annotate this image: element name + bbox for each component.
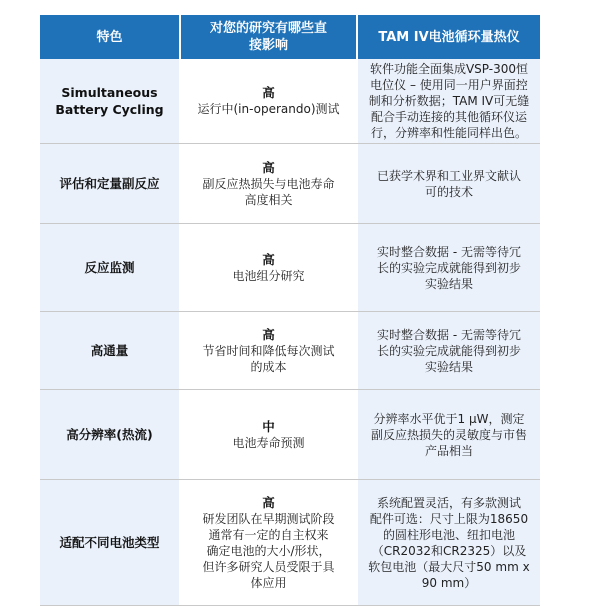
impact-line: 体应用	[250, 575, 287, 590]
impact-line: 副反应热损失与电池寿命	[202, 176, 335, 191]
comparison-table	[40, 15, 540, 606]
table-row	[40, 224, 540, 312]
tam-cell	[358, 59, 540, 143]
feature-line: 高分辨率(热流)	[66, 427, 153, 442]
feature-cell	[40, 312, 179, 389]
impact-line: 确定电池的大小/形状，	[206, 543, 331, 558]
tam-line: 实时整合数据 - 无需等待冗	[377, 244, 521, 259]
impact-cell	[179, 312, 358, 389]
table-row	[40, 390, 540, 480]
header-impact-line2: 接影响	[248, 38, 288, 53]
impact-line: 通常有一定的自主权来	[208, 527, 329, 542]
impact-cell	[179, 144, 358, 223]
tam-line: 配件可选：尺寸上限为18650	[369, 511, 529, 526]
header-impact-line1: 对您的研究有哪些直	[209, 21, 327, 36]
impact-line: 电池组分研究	[232, 268, 305, 283]
impact-cell	[179, 224, 358, 311]
feature-line: 适配不同电池类型	[59, 535, 160, 550]
impact-level: 高	[262, 494, 275, 510]
header-feature	[40, 15, 179, 59]
tam-cell	[358, 480, 540, 605]
tam-line: 系统配置灵活，有多款测试	[376, 495, 521, 510]
tam-line: 分辨率水平优于1 μW，测定	[373, 411, 525, 426]
tam-line: 可的技术	[424, 184, 473, 199]
tam-line: 长的实验完成就能得到初步	[376, 343, 521, 358]
impact-line: 但许多研究人员受限于具	[202, 559, 335, 574]
tam-line: 产品相当	[424, 443, 473, 458]
tam-line: 实验结果	[424, 359, 473, 374]
table-row	[40, 480, 540, 606]
tam-line: 实时整合数据 - 无需等待冗	[377, 327, 521, 342]
tam-cell	[358, 312, 540, 389]
table-row	[40, 59, 540, 144]
impact-line: 的成本	[250, 359, 287, 374]
feature-line: 评估和定量副反应	[59, 176, 160, 191]
impact-line: 研发团队在早期测试阶段	[202, 511, 335, 526]
impact-line: 电池寿命预测	[232, 435, 305, 450]
header-impact	[179, 15, 358, 59]
tam-line: 实验结果	[424, 276, 473, 291]
feature-cell	[40, 144, 179, 223]
tam-line: 配合手动连接的其他循环仪运	[370, 110, 527, 124]
tam-cell	[358, 144, 540, 223]
feature-line: Battery Cycling	[55, 102, 164, 117]
tam-line: 软件功能全面集成VSP-300恒	[369, 62, 529, 76]
tam-line: 副反应热损失的灵敏度与市售	[370, 427, 527, 442]
impact-level: 高	[262, 326, 275, 342]
tam-line: 电位仪 – 使用同一用户界面控	[370, 78, 528, 92]
table-header-row	[40, 15, 540, 59]
impact-cell	[179, 59, 358, 143]
feature-line: 反应监测	[84, 260, 135, 275]
tam-line: 长的实验完成就能得到初步	[376, 260, 521, 275]
impact-level: 高	[262, 251, 275, 267]
feature-cell	[40, 480, 179, 605]
impact-cell	[179, 480, 358, 605]
impact-level: 中	[262, 418, 275, 434]
tam-line: 制和分析数据；TAM IV可无缝	[368, 94, 530, 108]
feature-cell	[40, 224, 179, 311]
impact-cell	[179, 390, 358, 479]
feature-cell	[40, 59, 179, 143]
impact-line: 运行中(in-operando)测试	[197, 102, 340, 116]
header-feature-label: 特色	[96, 29, 123, 45]
tam-line: （CR2032和CR2325）以及	[371, 543, 527, 558]
tam-cell	[358, 224, 540, 311]
feature-line: 高通量	[90, 343, 129, 358]
tam-line: 90 mm）	[421, 575, 477, 590]
feature-cell	[40, 390, 179, 479]
tam-line: 已获学术界和工业界文献认	[376, 168, 521, 183]
table-row	[40, 312, 540, 390]
feature-line: Simultaneous	[61, 85, 158, 100]
impact-level: 高	[262, 159, 275, 175]
tam-line: 的圆柱形电池、纽扣电池	[382, 527, 515, 542]
impact-line: 节省时间和降低每次测试	[202, 343, 335, 358]
header-tam	[358, 15, 540, 59]
tam-cell	[358, 390, 540, 479]
impact-line: 高度相关	[244, 192, 293, 207]
tam-line: 软包电池（最大尺寸50 mm x	[368, 559, 530, 574]
header-tam-label: TAM IV电池循环量热仪	[378, 29, 520, 45]
tam-line: 行，分辨率和性能同样出色。	[370, 126, 527, 140]
table-row	[40, 144, 540, 224]
impact-level: 高	[262, 85, 275, 100]
